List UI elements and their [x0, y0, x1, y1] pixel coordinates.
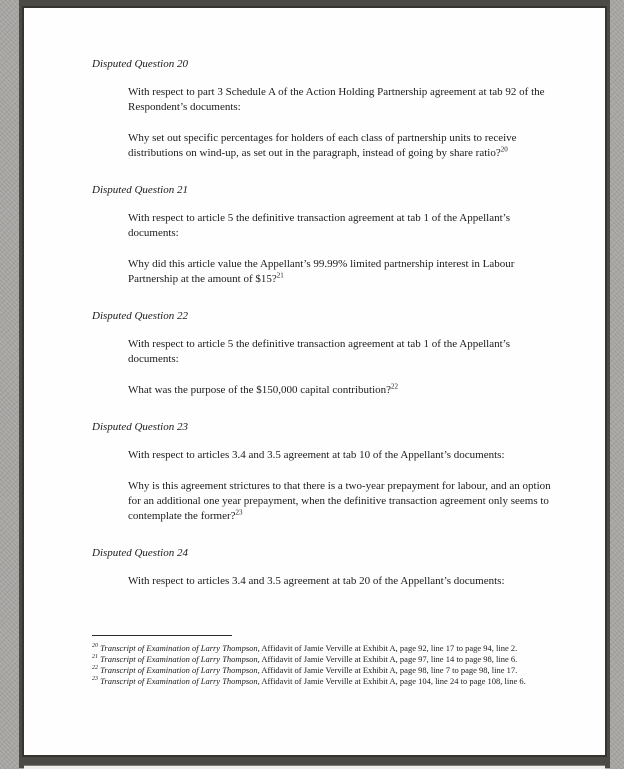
document-body	[92, 57, 557, 589]
footnote-source: Transcript of Examination of Larry Thompson,	[100, 654, 260, 664]
disputed-question-section	[92, 309, 557, 398]
footnote-detail: Affidavit of Jamie Verville at Exhibit A, page 104, line 24 to page 108, line 6.	[259, 676, 526, 686]
footnote	[92, 676, 557, 687]
disputed-question-section	[92, 57, 557, 161]
next-page-top-edge	[24, 765, 605, 769]
footnote	[92, 665, 557, 676]
footnote-detail: Affidavit of Jamie Verville at Exhibit A, page 98, line 7 to page 98, line 17.	[259, 665, 518, 675]
footnote-number: 23	[92, 676, 98, 683]
footnote-ref: 22	[391, 382, 399, 391]
section-heading: Disputed Question 21	[92, 184, 188, 196]
footnote-separator	[92, 635, 232, 636]
question-paragraph	[128, 337, 557, 367]
footnote-ref: 21	[276, 271, 284, 280]
footnote-detail: Affidavit of Jamie Verville at Exhibit A, page 92, line 17 to page 94, line 2.	[259, 643, 518, 653]
disputed-question-section	[92, 420, 557, 524]
footnote-area	[92, 635, 557, 687]
question-paragraph	[128, 383, 557, 398]
footnote-list	[92, 643, 557, 687]
question-paragraph	[128, 85, 557, 115]
footnote-number: 22	[92, 665, 98, 672]
question-paragraph	[128, 479, 557, 524]
footnote-source: Transcript of Examination of Larry Thompson,	[100, 665, 260, 675]
disputed-question-section	[92, 546, 557, 589]
section-heading: Disputed Question 22	[92, 310, 188, 322]
footnote-detail: Affidavit of Jamie Verville at Exhibit A, page 97, line 14 to page 98, line 6.	[259, 654, 518, 664]
question-paragraph	[128, 211, 557, 241]
paragraph-text: With respect to part 3 Schedule A of the Action Holding Partnership agreement at tab 92 of the Respondent’s documents:	[128, 86, 545, 113]
paragraph-text: With respect to articles 3.4 and 3.5 agreement at tab 10 of the Appellant’s documents:	[128, 449, 505, 461]
paragraph-text: Why did this article value the Appellant’s 99.99% limited partnership interest in Labour Partnership at the amount of $15?	[128, 258, 515, 285]
question-paragraph	[128, 574, 557, 589]
document-page	[24, 8, 605, 755]
footnote-number: 21	[92, 654, 98, 661]
question-paragraph	[128, 448, 557, 463]
paragraph-text: Why is this agreement strictures to that there is a two-year prepayment for labour, and an option for an additional one year prepayment, when the definitive transaction agreement only seems to contemplate the former?	[128, 480, 551, 522]
disputed-question-section	[92, 183, 557, 287]
question-paragraph	[128, 131, 557, 161]
footnote	[92, 654, 557, 665]
footnote-number: 20	[92, 643, 98, 650]
section-heading: Disputed Question 24	[92, 547, 188, 559]
question-paragraph	[128, 257, 557, 287]
footnote-ref: 23	[235, 508, 243, 517]
footnote-source: Transcript of Examination of Larry Thompson,	[100, 676, 260, 686]
footnote	[92, 643, 557, 654]
footnote-ref: 20	[500, 145, 508, 154]
section-heading: Disputed Question 20	[92, 58, 188, 70]
section-heading: Disputed Question 23	[92, 421, 188, 433]
paragraph-text: With respect to article 5 the definitive transaction agreement at tab 1 of the Appellant’s documents:	[128, 212, 510, 239]
paragraph-text: Why set out specific percentages for holders of each class of partnership units to receive distributions on wind-up, as set out in the paragraph, instead of going by share ratio?	[128, 132, 517, 159]
paragraph-text: What was the purpose of the $150,000 capital contribution?	[128, 384, 392, 396]
paragraph-text: With respect to article 5 the definitive transaction agreement at tab 1 of the Appellant’s documents:	[128, 338, 510, 365]
paragraph-text: With respect to articles 3.4 and 3.5 agreement at tab 20 of the Appellant’s documents:	[128, 575, 505, 587]
footnote-source: Transcript of Examination of Larry Thompson,	[100, 643, 260, 653]
